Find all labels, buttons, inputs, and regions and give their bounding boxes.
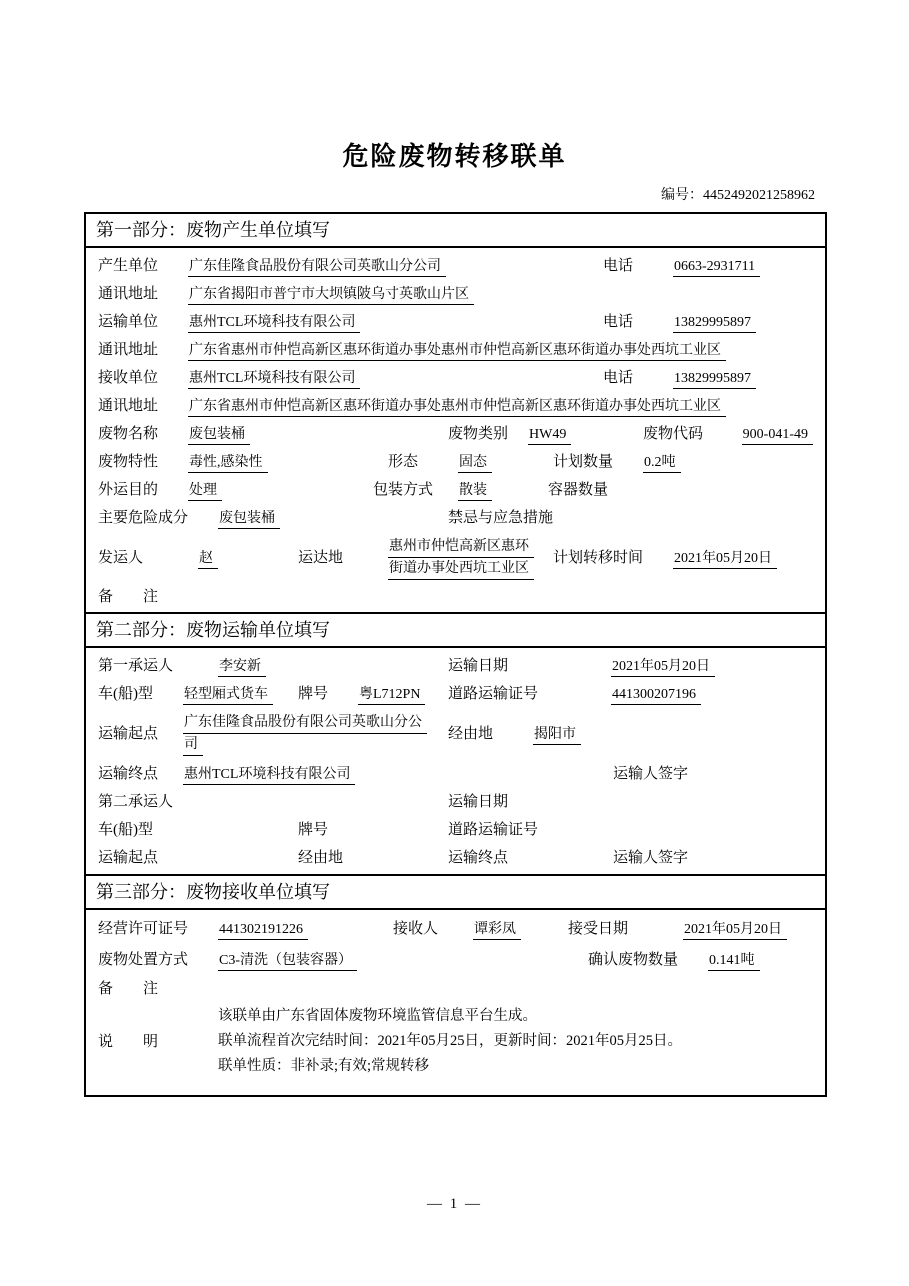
planned-qty-label: 计划数量	[553, 454, 614, 470]
carrier2-via-label: 经由地	[298, 850, 344, 866]
waste-category-label: 废物类别	[448, 426, 509, 442]
license-value: 441302191226	[218, 920, 308, 940]
carrier1-row	[86, 652, 825, 680]
transporter-value: 惠州TCL环境科技有限公司	[188, 313, 360, 333]
carrier1-origin-row	[86, 708, 825, 760]
part2-header: 第二部分：废物运输单位填写	[86, 612, 825, 648]
planned-time-label: 计划转移时间	[553, 550, 644, 566]
container-qty-label: 容器数量	[548, 482, 609, 498]
consignor-value: 赵	[198, 549, 218, 569]
part1-remark-row	[86, 584, 825, 610]
producer-row	[86, 252, 825, 280]
note-lines	[218, 1004, 682, 1079]
carrier2-permit-label: 道路运输证号	[448, 822, 539, 838]
receive-date-label: 接受日期	[568, 921, 629, 937]
waste-category-value: HW49	[528, 425, 571, 445]
planned-qty-value: 0.2吨	[643, 453, 681, 473]
planned-time-value: 2021年05月20日	[673, 549, 777, 569]
carrier2-endpoint-label: 运输终点	[448, 850, 509, 866]
waste-name-label: 废物名称	[98, 426, 159, 442]
part1-body	[86, 248, 825, 612]
part3-remark-label: 备 注	[98, 981, 159, 997]
producer-label: 产生单位	[98, 258, 159, 274]
carrier2-date-label: 运输日期	[448, 794, 509, 810]
doc-number-line	[84, 186, 827, 206]
waste-name-row	[86, 420, 825, 448]
carrier1-vehicle-label: 车(船)型	[98, 686, 153, 702]
carrier1-endpoint-label: 运输终点	[98, 766, 159, 782]
packing-value: 散装	[458, 481, 492, 501]
receiver-phone-label: 电话	[603, 370, 634, 386]
waste-code-value: 900-041-49	[742, 425, 813, 445]
destination-value: 惠州市仲恺高新区惠环 街道办事处西坑工业区	[388, 536, 534, 580]
license-label: 经营许可证号	[98, 921, 189, 937]
doc-number-label: 编号：	[661, 188, 703, 203]
destination-label: 运达地	[298, 550, 344, 566]
confirmed-qty-value: 0.141吨	[708, 951, 760, 971]
producer-phone-label: 电话	[603, 258, 634, 274]
carrier2-route-row	[86, 844, 825, 872]
producer-phone-value: 0663-2931711	[673, 257, 760, 277]
carrier1-signature-label: 运输人签字	[613, 766, 689, 782]
recipient-label: 接收人	[393, 921, 439, 937]
purpose-value: 处理	[188, 481, 222, 501]
receiver-row	[86, 364, 825, 392]
transfer-form-table	[84, 212, 827, 1097]
transporter-address-label: 通讯地址	[98, 342, 159, 358]
emergency-label: 禁忌与应急措施	[448, 510, 554, 526]
purpose-label: 外运目的	[98, 482, 159, 498]
carrier1-via-label: 经由地	[448, 726, 494, 742]
carrier1-date-value: 2021年05月20日	[611, 657, 715, 677]
part3-note-row	[86, 1002, 825, 1093]
transporter-phone-value: 13829995897	[673, 313, 756, 333]
page-title: 危险废物转移联单	[342, 142, 567, 171]
waste-property-label: 废物特性	[98, 454, 159, 470]
transporter-address-row	[86, 336, 825, 364]
carrier1-endpoint-row	[86, 760, 825, 788]
carrier1-label: 第一承运人	[98, 658, 174, 674]
receiver-label: 接收单位	[98, 370, 159, 386]
note-line-3: 联单性质：非补录;有效;常规转移	[218, 1058, 430, 1074]
waste-property-value: 毒性,感染性	[188, 453, 268, 473]
consignor-label: 发运人	[98, 550, 144, 566]
packing-label: 包装方式	[373, 482, 434, 498]
carrier2-vehicle-row	[86, 816, 825, 844]
transporter-row	[86, 308, 825, 336]
carrier1-plate-label: 牌号	[298, 686, 329, 702]
receiver-address-row	[86, 392, 825, 420]
carrier2-signature-label: 运输人签字	[613, 850, 689, 866]
waste-property-row	[86, 448, 825, 476]
part3-remark-row	[86, 976, 825, 1002]
carrier1-permit-label: 道路运输证号	[448, 686, 539, 702]
part3-note-label: 说 明	[98, 1033, 159, 1050]
receiver-address-value: 广东省惠州市仲恺高新区惠环街道办事处惠州市仲恺高新区惠环街道办事处西坑工业区	[188, 397, 726, 417]
producer-value: 广东佳隆食品股份有限公司英歌山分公司	[188, 257, 446, 277]
transporter-address-value: 广东省惠州市仲恺高新区惠环街道办事处惠州市仲恺高新区惠环街道办事处西坑工业区	[188, 341, 726, 361]
recipient-value: 谭彩凤	[473, 920, 521, 940]
disposal-row	[86, 945, 825, 976]
license-row	[86, 914, 825, 945]
transporter-label: 运输单位	[98, 314, 159, 330]
receiver-address-label: 通讯地址	[98, 398, 159, 414]
carrier1-origin-label: 运输起点	[98, 726, 159, 742]
carrier1-vehicle-row	[86, 680, 825, 708]
receiver-phone-value: 13829995897	[673, 369, 756, 389]
receive-date-value: 2021年05月20日	[683, 920, 787, 940]
confirmed-qty-label: 确认废物数量	[588, 952, 679, 968]
carrier2-row	[86, 788, 825, 816]
carrier1-origin-value: 广东佳隆食品股份有限公司英歌山分公 司	[183, 712, 427, 756]
part3-body	[86, 910, 825, 1095]
carrier1-vehicle-value: 轻型厢式货车	[183, 685, 273, 705]
producer-address-row	[86, 280, 825, 308]
purpose-row	[86, 476, 825, 504]
form-label: 形态	[388, 454, 419, 470]
disposal-label: 废物处置方式	[98, 952, 189, 968]
part2-body	[86, 648, 825, 874]
producer-address-value: 广东省揭阳市普宁市大坝镇陂乌寸英歌山片区	[188, 285, 474, 305]
carrier2-origin-label: 运输起点	[98, 850, 159, 866]
carrier1-endpoint-value: 惠州TCL环境科技有限公司	[183, 765, 355, 785]
carrier1-via-value: 揭阳市	[533, 725, 581, 745]
page-number: — 1 —	[427, 1196, 482, 1212]
carrier1-permit-value: 441300207196	[611, 685, 701, 705]
hazard-value: 废包装桶	[218, 509, 280, 529]
hazard-label: 主要危险成分	[98, 510, 189, 526]
part1-remark-label: 备 注	[98, 589, 159, 605]
hazard-row	[86, 504, 825, 532]
note-line-2: 联单流程首次完结时间：2021年05月25日，更新时间：2021年05月25日。	[218, 1033, 682, 1049]
consignor-row	[86, 532, 825, 584]
part3-header: 第三部分：废物接收单位填写	[86, 874, 825, 910]
doc-number-value: 4452492021258962	[703, 188, 815, 203]
waste-name-value: 废包装桶	[188, 425, 250, 445]
receiver-value: 惠州TCL环境科技有限公司	[188, 369, 360, 389]
part1-header: 第一部分：废物产生单位填写	[86, 214, 825, 248]
carrier2-label: 第二承运人	[98, 794, 174, 810]
carrier1-date-label: 运输日期	[448, 658, 509, 674]
transporter-phone-label: 电话	[603, 314, 634, 330]
note-line-1: 该联单由广东省固体废物环境监管信息平台生成。	[218, 1008, 537, 1024]
form-value: 固态	[458, 453, 492, 473]
carrier2-plate-label: 牌号	[298, 822, 329, 838]
carrier2-vehicle-label: 车(船)型	[98, 822, 153, 838]
carrier1-value: 李安新	[218, 657, 266, 677]
waste-code-label: 废物代码	[643, 426, 704, 442]
carrier1-plate-value: 粤L712PN	[358, 685, 425, 705]
producer-address-label: 通讯地址	[98, 286, 159, 302]
disposal-value: C3-清洗（包装容器）	[218, 951, 357, 971]
